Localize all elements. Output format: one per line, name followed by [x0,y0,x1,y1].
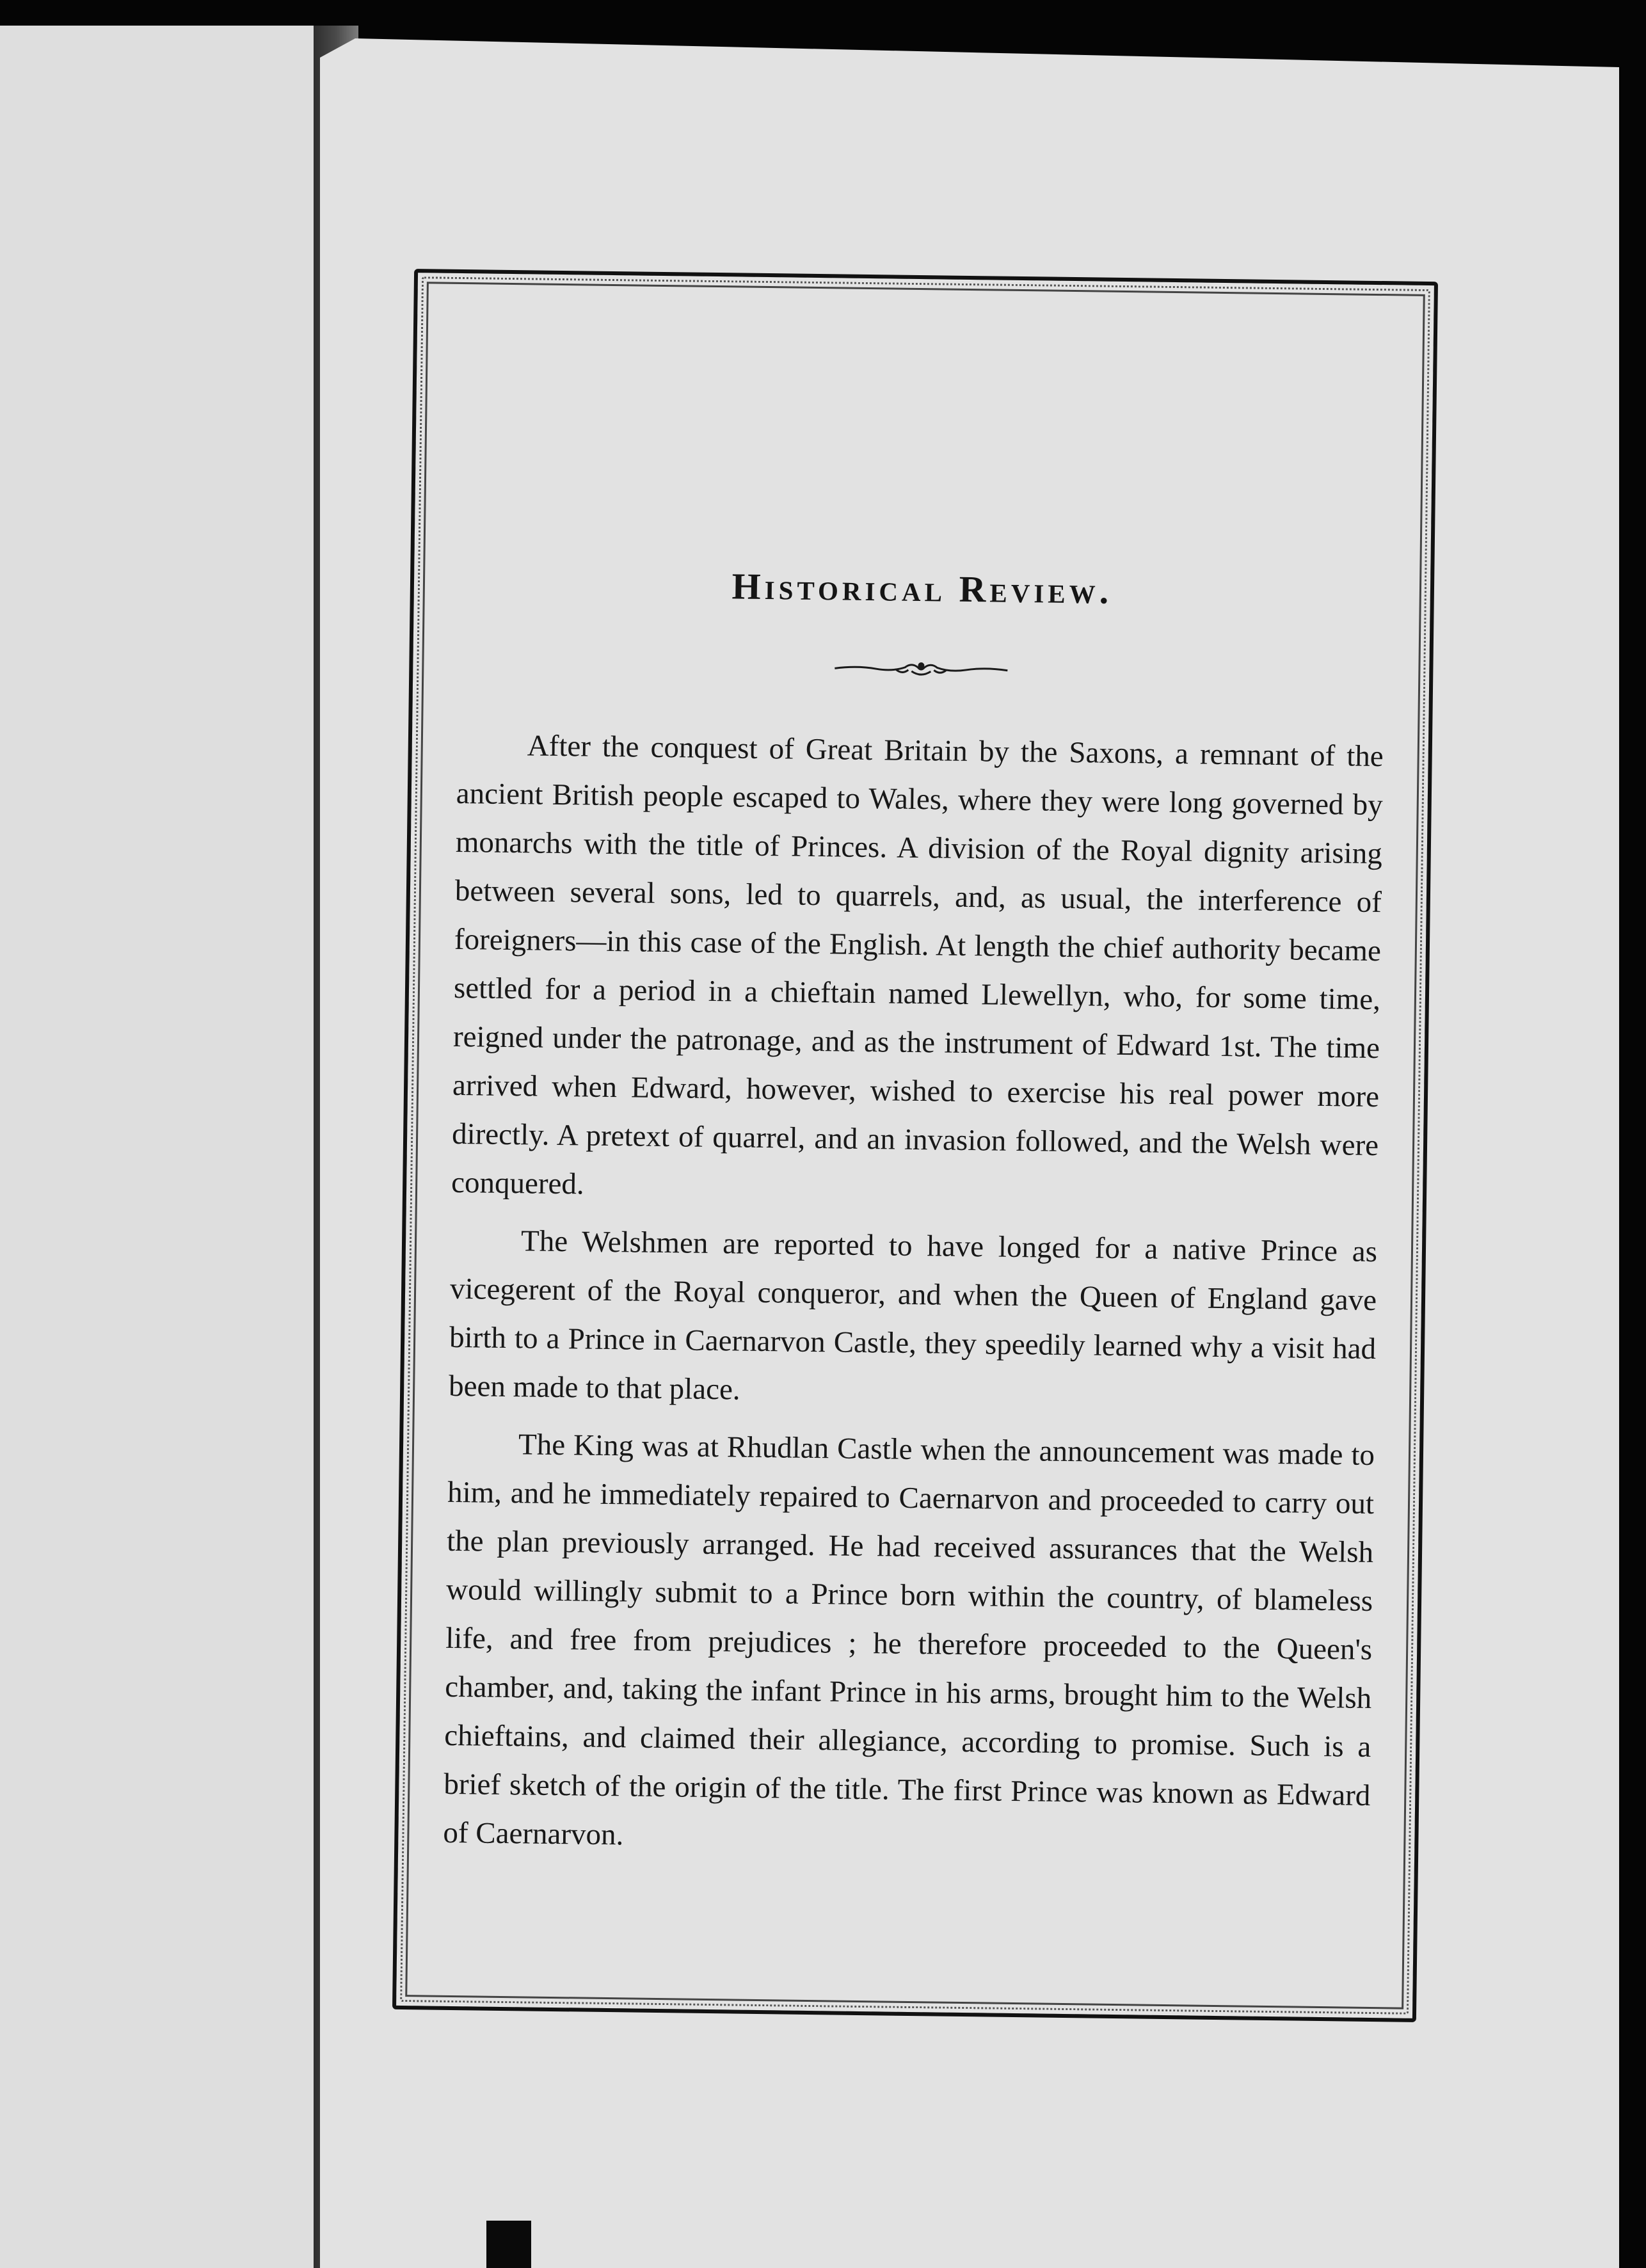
article-body [443,721,1384,1869]
paragraph: The King was at Rhudlan Castle when the announcement was made to him, and he immediately repaired to Caernarvon and proceeded to carry out the plan previously arranged. He had received assurances that the Welsh would willingly submit to a Prince born within the country, of blameless life, and free from prejudices ; he therefore proceeded to the Queen's chamber, and, taking the infant Prince in his arms, brought him to the Welsh chieftains, and claimed their allegiance, according to promise. Such is a brief sketch of the origin of the title. The first Prince was known as Edward of Caernarvon. [443,1428,1375,1852]
scan-edge-mark [486,2221,531,2268]
paragraph: After the conquest of Great Britain by the Saxons, a remnant of the ancient British people escaped to Wales, where they were long governed by monarchs with the title of Princes. A division of the Royal dignity arising between several sons, led to quarrels, and, as usual, the interference of foreigners—in this case of the English. At length the chief authority became settled for a period in a chieftain named Llewellyn, who, for some time, reigned under the patronage, and as the instrument of Edward 1st. The time arrived when Edward, however, wished to exercise his real power more directly. A pretext of quarrel, and an invasion followed, and the Welsh were conquered. [451,729,1384,1201]
decorative-border-frame [392,269,1438,2022]
paragraph: The Welshmen are reported to have longed for a native Prince as vicegerent of the Royal conqueror, and when the Queen of England gave birth to a Prince in Caernarvon Castle, they speedily learned why a visit had been made to that place. [448,1224,1378,1407]
facing-page [0,26,314,2268]
flourish-ornament-icon [831,659,1011,680]
page-content [443,561,1386,1878]
page-title: Historical Review. [731,565,1113,612]
